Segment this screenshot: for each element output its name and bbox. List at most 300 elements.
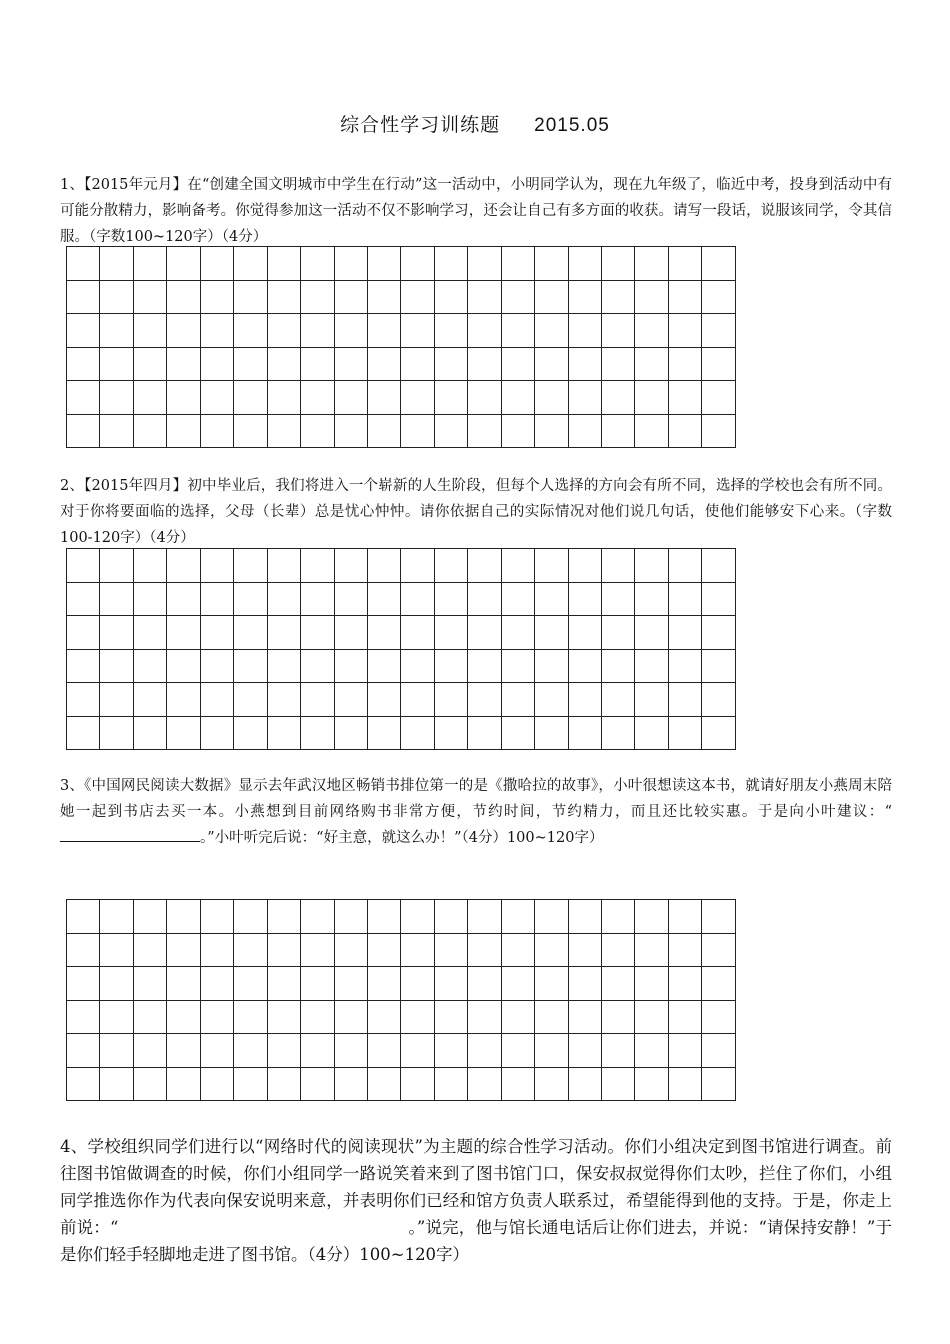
grid-cell[interactable]	[167, 347, 200, 381]
grid-cell[interactable]	[133, 582, 166, 616]
grid-cell[interactable]	[67, 381, 100, 415]
grid-cell[interactable]	[67, 1067, 100, 1101]
grid-cell[interactable]	[434, 247, 467, 281]
grid-cell[interactable]	[267, 247, 300, 281]
grid-cell[interactable]	[668, 683, 701, 717]
grid-cell[interactable]	[334, 900, 367, 934]
grid-cell[interactable]	[334, 933, 367, 967]
grid-cell[interactable]	[401, 1000, 434, 1034]
grid-cell[interactable]	[67, 414, 100, 448]
grid-cell[interactable]	[468, 967, 501, 1001]
grid-cell[interactable]	[668, 347, 701, 381]
grid-cell[interactable]	[67, 649, 100, 683]
grid-cell[interactable]	[668, 381, 701, 415]
grid-cell[interactable]	[367, 649, 400, 683]
grid-cell[interactable]	[535, 1034, 568, 1068]
grid-cell[interactable]	[367, 314, 400, 348]
grid-cell[interactable]	[401, 247, 434, 281]
grid-cell[interactable]	[535, 414, 568, 448]
grid-cell[interactable]	[501, 549, 534, 583]
grid-cell[interactable]	[501, 649, 534, 683]
grid-cell[interactable]	[234, 280, 267, 314]
grid-cell[interactable]	[501, 716, 534, 750]
grid-cell[interactable]	[167, 900, 200, 934]
grid-cell[interactable]	[501, 247, 534, 281]
grid-cell[interactable]	[635, 900, 668, 934]
grid-cell[interactable]	[200, 381, 233, 415]
grid-cell[interactable]	[267, 314, 300, 348]
answer-blank[interactable]	[60, 825, 200, 842]
grid-cell[interactable]	[301, 1067, 334, 1101]
grid-cell[interactable]	[635, 616, 668, 650]
grid-cell[interactable]	[702, 1034, 736, 1068]
grid-cell[interactable]	[468, 649, 501, 683]
grid-cell[interactable]	[535, 1000, 568, 1034]
grid-cell[interactable]	[702, 967, 736, 1001]
grid-cell[interactable]	[133, 1034, 166, 1068]
grid-cell[interactable]	[535, 247, 568, 281]
grid-cell[interactable]	[602, 549, 635, 583]
grid-cell[interactable]	[468, 381, 501, 415]
grid-cell[interactable]	[702, 280, 736, 314]
grid-cell[interactable]	[434, 616, 467, 650]
grid-cell[interactable]	[234, 616, 267, 650]
grid-cell[interactable]	[200, 1000, 233, 1034]
grid-cell[interactable]	[133, 933, 166, 967]
grid-cell[interactable]	[468, 247, 501, 281]
grid-cell[interactable]	[234, 582, 267, 616]
grid-cell[interactable]	[602, 347, 635, 381]
grid-cell[interactable]	[367, 549, 400, 583]
grid-cell[interactable]	[434, 582, 467, 616]
grid-cell[interactable]	[267, 1034, 300, 1068]
grid-cell[interactable]	[602, 280, 635, 314]
grid-cell[interactable]	[267, 414, 300, 448]
grid-cell[interactable]	[167, 314, 200, 348]
grid-cell[interactable]	[668, 247, 701, 281]
grid-cell[interactable]	[334, 347, 367, 381]
grid-cell[interactable]	[234, 414, 267, 448]
grid-cell[interactable]	[668, 1034, 701, 1068]
grid-cell[interactable]	[67, 582, 100, 616]
grid-cell[interactable]	[635, 549, 668, 583]
grid-cell[interactable]	[635, 247, 668, 281]
grid-cell[interactable]	[200, 1034, 233, 1068]
grid-cell[interactable]	[635, 414, 668, 448]
grid-cell[interactable]	[501, 1067, 534, 1101]
grid-cell[interactable]	[67, 716, 100, 750]
grid-cell[interactable]	[367, 900, 400, 934]
grid-cell[interactable]	[367, 616, 400, 650]
grid-cell[interactable]	[635, 933, 668, 967]
grid-cell[interactable]	[468, 1000, 501, 1034]
grid-cell[interactable]	[635, 582, 668, 616]
grid-cell[interactable]	[668, 649, 701, 683]
grid-cell[interactable]	[702, 1067, 736, 1101]
grid-cell[interactable]	[635, 1067, 668, 1101]
grid-cell[interactable]	[267, 900, 300, 934]
grid-cell[interactable]	[635, 280, 668, 314]
grid-cell[interactable]	[635, 649, 668, 683]
grid-cell[interactable]	[602, 1000, 635, 1034]
grid-cell[interactable]	[501, 1000, 534, 1034]
grid-cell[interactable]	[535, 582, 568, 616]
grid-cell[interactable]	[434, 549, 467, 583]
grid-cell[interactable]	[167, 649, 200, 683]
grid-cell[interactable]	[367, 933, 400, 967]
grid-cell[interactable]	[100, 1034, 133, 1068]
grid-cell[interactable]	[501, 381, 534, 415]
grid-cell[interactable]	[468, 933, 501, 967]
grid-cell[interactable]	[535, 683, 568, 717]
grid-cell[interactable]	[602, 683, 635, 717]
grid-cell[interactable]	[334, 683, 367, 717]
grid-cell[interactable]	[668, 314, 701, 348]
grid-cell[interactable]	[668, 900, 701, 934]
grid-cell[interactable]	[200, 649, 233, 683]
grid-cell[interactable]	[635, 967, 668, 1001]
grid-cell[interactable]	[100, 967, 133, 1001]
grid-cell[interactable]	[267, 1067, 300, 1101]
grid-cell[interactable]	[535, 933, 568, 967]
grid-cell[interactable]	[167, 1034, 200, 1068]
grid-cell[interactable]	[401, 549, 434, 583]
grid-cell[interactable]	[167, 381, 200, 415]
grid-cell[interactable]	[267, 716, 300, 750]
grid-cell[interactable]	[234, 900, 267, 934]
grid-cell[interactable]	[133, 247, 166, 281]
grid-cell[interactable]	[301, 683, 334, 717]
grid-cell[interactable]	[602, 314, 635, 348]
grid-cell[interactable]	[334, 549, 367, 583]
grid-cell[interactable]	[234, 347, 267, 381]
grid-cell[interactable]	[434, 347, 467, 381]
grid-cell[interactable]	[334, 716, 367, 750]
grid-cell[interactable]	[167, 616, 200, 650]
grid-cell[interactable]	[468, 280, 501, 314]
grid-cell[interactable]	[301, 900, 334, 934]
grid-cell[interactable]	[535, 649, 568, 683]
grid-cell[interactable]	[434, 967, 467, 1001]
grid-cell[interactable]	[367, 967, 400, 1001]
grid-cell[interactable]	[100, 314, 133, 348]
grid-cell[interactable]	[367, 1000, 400, 1034]
grid-cell[interactable]	[468, 314, 501, 348]
grid-cell[interactable]	[501, 280, 534, 314]
grid-cell[interactable]	[267, 683, 300, 717]
grid-cell[interactable]	[67, 1034, 100, 1068]
grid-cell[interactable]	[301, 616, 334, 650]
grid-cell[interactable]	[501, 933, 534, 967]
grid-cell[interactable]	[535, 1067, 568, 1101]
grid-cell[interactable]	[668, 582, 701, 616]
grid-cell[interactable]	[234, 381, 267, 415]
grid-cell[interactable]	[702, 347, 736, 381]
grid-cell[interactable]	[267, 549, 300, 583]
grid-cell[interactable]	[635, 683, 668, 717]
grid-cell[interactable]	[535, 314, 568, 348]
grid-cell[interactable]	[568, 1000, 601, 1034]
grid-cell[interactable]	[334, 1034, 367, 1068]
answer-grid-1[interactable]	[66, 246, 736, 448]
grid-cell[interactable]	[100, 414, 133, 448]
grid-cell[interactable]	[67, 347, 100, 381]
grid-cell[interactable]	[434, 933, 467, 967]
grid-cell[interactable]	[501, 616, 534, 650]
grid-cell[interactable]	[434, 900, 467, 934]
grid-cell[interactable]	[568, 247, 601, 281]
grid-cell[interactable]	[468, 900, 501, 934]
grid-cell[interactable]	[535, 716, 568, 750]
grid-cell[interactable]	[635, 1000, 668, 1034]
grid-cell[interactable]	[602, 247, 635, 281]
grid-cell[interactable]	[635, 314, 668, 348]
grid-cell[interactable]	[133, 549, 166, 583]
grid-cell[interactable]	[702, 900, 736, 934]
grid-cell[interactable]	[501, 347, 534, 381]
grid-cell[interactable]	[100, 347, 133, 381]
grid-cell[interactable]	[167, 280, 200, 314]
grid-cell[interactable]	[334, 1067, 367, 1101]
grid-cell[interactable]	[133, 683, 166, 717]
grid-cell[interactable]	[301, 247, 334, 281]
grid-cell[interactable]	[535, 549, 568, 583]
grid-cell[interactable]	[702, 247, 736, 281]
grid-cell[interactable]	[234, 549, 267, 583]
grid-cell[interactable]	[501, 683, 534, 717]
grid-cell[interactable]	[501, 1034, 534, 1068]
grid-cell[interactable]	[568, 582, 601, 616]
grid-cell[interactable]	[67, 247, 100, 281]
grid-cell[interactable]	[334, 414, 367, 448]
grid-cell[interactable]	[568, 649, 601, 683]
grid-cell[interactable]	[167, 247, 200, 281]
grid-cell[interactable]	[301, 549, 334, 583]
grid-cell[interactable]	[602, 649, 635, 683]
grid-cell[interactable]	[367, 247, 400, 281]
grid-cell[interactable]	[334, 381, 367, 415]
grid-cell[interactable]	[468, 414, 501, 448]
grid-cell[interactable]	[267, 381, 300, 415]
grid-cell[interactable]	[133, 347, 166, 381]
grid-cell[interactable]	[401, 616, 434, 650]
grid-cell[interactable]	[133, 314, 166, 348]
grid-cell[interactable]	[568, 381, 601, 415]
grid-cell[interactable]	[200, 900, 233, 934]
grid-cell[interactable]	[200, 582, 233, 616]
grid-cell[interactable]	[568, 414, 601, 448]
grid-cell[interactable]	[267, 582, 300, 616]
grid-cell[interactable]	[334, 1000, 367, 1034]
grid-cell[interactable]	[100, 649, 133, 683]
grid-cell[interactable]	[133, 381, 166, 415]
grid-cell[interactable]	[468, 716, 501, 750]
grid-cell[interactable]	[67, 967, 100, 1001]
grid-cell[interactable]	[334, 649, 367, 683]
grid-cell[interactable]	[434, 1000, 467, 1034]
grid-cell[interactable]	[234, 314, 267, 348]
grid-cell[interactable]	[668, 933, 701, 967]
grid-cell[interactable]	[234, 1000, 267, 1034]
grid-cell[interactable]	[200, 1067, 233, 1101]
grid-cell[interactable]	[167, 716, 200, 750]
grid-cell[interactable]	[200, 314, 233, 348]
grid-cell[interactable]	[367, 1067, 400, 1101]
grid-cell[interactable]	[401, 381, 434, 415]
grid-cell[interactable]	[234, 1034, 267, 1068]
grid-cell[interactable]	[67, 683, 100, 717]
grid-cell[interactable]	[301, 314, 334, 348]
grid-cell[interactable]	[100, 900, 133, 934]
grid-cell[interactable]	[702, 616, 736, 650]
grid-cell[interactable]	[100, 247, 133, 281]
grid-cell[interactable]	[535, 347, 568, 381]
grid-cell[interactable]	[367, 347, 400, 381]
grid-cell[interactable]	[535, 967, 568, 1001]
grid-cell[interactable]	[568, 716, 601, 750]
grid-cell[interactable]	[301, 649, 334, 683]
grid-cell[interactable]	[334, 967, 367, 1001]
grid-cell[interactable]	[200, 967, 233, 1001]
grid-cell[interactable]	[267, 347, 300, 381]
grid-cell[interactable]	[434, 649, 467, 683]
grid-cell[interactable]	[702, 314, 736, 348]
grid-cell[interactable]	[167, 549, 200, 583]
grid-cell[interactable]	[334, 314, 367, 348]
grid-cell[interactable]	[67, 616, 100, 650]
grid-cell[interactable]	[535, 616, 568, 650]
grid-cell[interactable]	[401, 649, 434, 683]
grid-cell[interactable]	[468, 549, 501, 583]
grid-cell[interactable]	[501, 900, 534, 934]
grid-cell[interactable]	[401, 280, 434, 314]
grid-cell[interactable]	[100, 683, 133, 717]
grid-cell[interactable]	[100, 582, 133, 616]
grid-cell[interactable]	[568, 616, 601, 650]
grid-cell[interactable]	[234, 967, 267, 1001]
grid-cell[interactable]	[367, 280, 400, 314]
grid-cell[interactable]	[501, 314, 534, 348]
grid-cell[interactable]	[301, 582, 334, 616]
grid-cell[interactable]	[167, 683, 200, 717]
grid-cell[interactable]	[468, 616, 501, 650]
grid-cell[interactable]	[468, 1067, 501, 1101]
grid-cell[interactable]	[702, 716, 736, 750]
grid-cell[interactable]	[702, 649, 736, 683]
grid-cell[interactable]	[434, 1067, 467, 1101]
grid-cell[interactable]	[602, 967, 635, 1001]
grid-cell[interactable]	[568, 967, 601, 1001]
grid-cell[interactable]	[100, 549, 133, 583]
grid-cell[interactable]	[602, 381, 635, 415]
grid-cell[interactable]	[602, 900, 635, 934]
grid-cell[interactable]	[100, 933, 133, 967]
grid-cell[interactable]	[167, 1067, 200, 1101]
grid-cell[interactable]	[434, 280, 467, 314]
grid-cell[interactable]	[635, 1034, 668, 1068]
grid-cell[interactable]	[267, 649, 300, 683]
grid-cell[interactable]	[568, 900, 601, 934]
grid-cell[interactable]	[100, 280, 133, 314]
grid-cell[interactable]	[301, 414, 334, 448]
grid-cell[interactable]	[334, 280, 367, 314]
grid-cell[interactable]	[401, 933, 434, 967]
grid-cell[interactable]	[602, 414, 635, 448]
grid-cell[interactable]	[434, 414, 467, 448]
grid-cell[interactable]	[301, 967, 334, 1001]
grid-cell[interactable]	[133, 616, 166, 650]
grid-cell[interactable]	[668, 414, 701, 448]
grid-cell[interactable]	[602, 1067, 635, 1101]
grid-cell[interactable]	[668, 967, 701, 1001]
grid-cell[interactable]	[301, 347, 334, 381]
grid-cell[interactable]	[133, 1067, 166, 1101]
grid-cell[interactable]	[200, 247, 233, 281]
grid-cell[interactable]	[367, 716, 400, 750]
grid-cell[interactable]	[635, 716, 668, 750]
grid-cell[interactable]	[501, 414, 534, 448]
grid-cell[interactable]	[668, 1000, 701, 1034]
grid-cell[interactable]	[702, 414, 736, 448]
grid-cell[interactable]	[568, 933, 601, 967]
grid-cell[interactable]	[133, 649, 166, 683]
grid-cell[interactable]	[602, 616, 635, 650]
grid-cell[interactable]	[568, 347, 601, 381]
grid-cell[interactable]	[133, 967, 166, 1001]
grid-cell[interactable]	[602, 716, 635, 750]
grid-cell[interactable]	[267, 967, 300, 1001]
grid-cell[interactable]	[602, 1034, 635, 1068]
grid-cell[interactable]	[234, 683, 267, 717]
grid-cell[interactable]	[602, 582, 635, 616]
grid-cell[interactable]	[301, 933, 334, 967]
grid-cell[interactable]	[334, 247, 367, 281]
grid-cell[interactable]	[267, 933, 300, 967]
grid-cell[interactable]	[568, 549, 601, 583]
grid-cell[interactable]	[200, 414, 233, 448]
grid-cell[interactable]	[200, 716, 233, 750]
grid-cell[interactable]	[167, 582, 200, 616]
grid-cell[interactable]	[702, 683, 736, 717]
grid-cell[interactable]	[635, 381, 668, 415]
grid-cell[interactable]	[200, 280, 233, 314]
grid-cell[interactable]	[568, 683, 601, 717]
grid-cell[interactable]	[200, 683, 233, 717]
grid-cell[interactable]	[67, 549, 100, 583]
grid-cell[interactable]	[234, 933, 267, 967]
grid-cell[interactable]	[367, 381, 400, 415]
grid-cell[interactable]	[568, 280, 601, 314]
grid-cell[interactable]	[702, 549, 736, 583]
grid-cell[interactable]	[334, 582, 367, 616]
grid-cell[interactable]	[100, 616, 133, 650]
grid-cell[interactable]	[367, 582, 400, 616]
grid-cell[interactable]	[702, 933, 736, 967]
grid-cell[interactable]	[200, 616, 233, 650]
grid-cell[interactable]	[535, 381, 568, 415]
grid-cell[interactable]	[434, 381, 467, 415]
grid-cell[interactable]	[434, 683, 467, 717]
grid-cell[interactable]	[401, 716, 434, 750]
grid-cell[interactable]	[434, 1034, 467, 1068]
grid-cell[interactable]	[234, 649, 267, 683]
grid-cell[interactable]	[234, 1067, 267, 1101]
grid-cell[interactable]	[602, 933, 635, 967]
grid-cell[interactable]	[668, 549, 701, 583]
grid-cell[interactable]	[702, 381, 736, 415]
grid-cell[interactable]	[401, 900, 434, 934]
grid-cell[interactable]	[100, 716, 133, 750]
